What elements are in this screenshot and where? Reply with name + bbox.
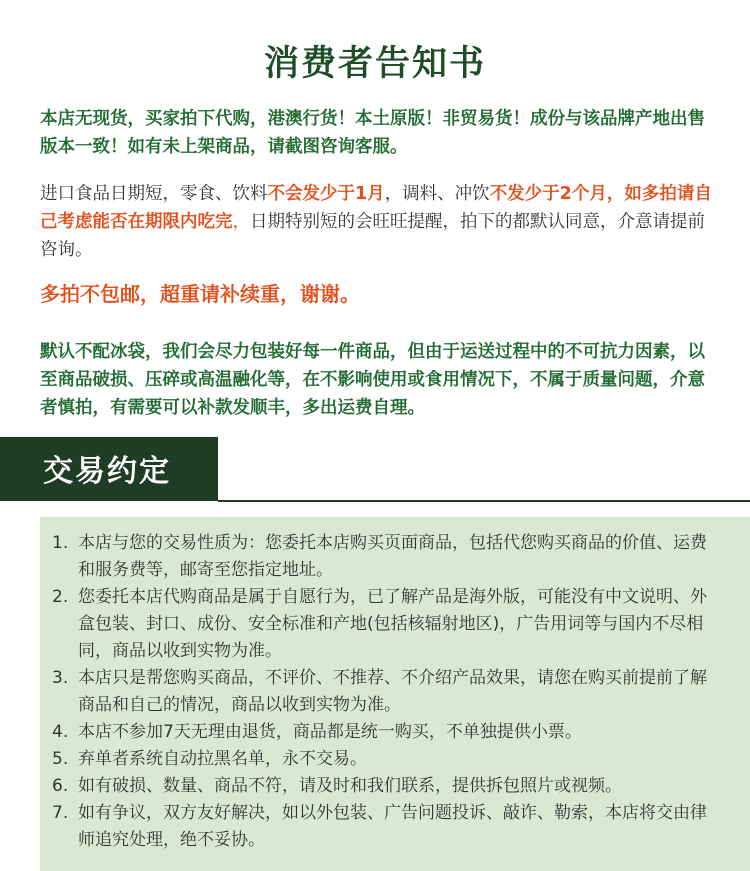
rule-item (52, 584, 722, 665)
rule-text: 本店与您的交易性质为：您委托本店购买页面商品，包括代您购买商品的价值、运费和服务费等，邮寄至您指定地址。 (78, 533, 707, 580)
rule-text: 本店不参加7天无理由退货，商品都是统一购买，不单独提供小票。 (78, 722, 582, 742)
rules-list (52, 530, 722, 854)
notice-expiry-highlight-1: 不会发少于1月 (267, 184, 385, 204)
page-title: 消费者告知书 (263, 44, 486, 84)
rule-number: 1. (52, 533, 69, 553)
rule-number: 7. (52, 803, 69, 823)
notice-expiry-text-g: 日期特别短的会旺旺提醒，拍下的都默认同意，介意请提前咨询。 (40, 212, 705, 260)
notice-packaging: 默认不配冰袋，我们会尽力包装好每一件商品，但由于运送过程中的不可抗力因素，以至商品破损、压碎或高温融化等，在不影响使用或食用情况下，不属于质量问题，介意者慎拍，有需要可以补款发顺丰，多出运费自理。 (40, 342, 705, 418)
rule-item (52, 773, 722, 800)
notice-expiry-highlight-3: ，如多拍请自己考虑能否在期限内吃完 (40, 184, 712, 232)
notice-expiry-highlight-2: 不发少于2个月 (489, 184, 607, 204)
rule-text: 如有争议，双方友好解决，如以外包装、广告问题投诉、敲诈、勒索，本店将交由律师追究处理，绝不妥协。 (78, 803, 707, 850)
rule-number: 3. (52, 668, 69, 688)
rule-item (52, 665, 722, 719)
rule-number: 2. (52, 587, 69, 607)
rule-text: 如有破损、数量、商品不符，请及时和我们联系，提供拆包照片或视频。 (78, 776, 622, 796)
notice-expiry (40, 180, 720, 264)
notice-shipping: 多拍不包邮，超重请补续重，谢谢。 (40, 282, 360, 306)
notice-expiry-comma: ， (232, 212, 250, 232)
rule-number: 4. (52, 722, 69, 742)
rule-number: 6. (52, 776, 69, 796)
rule-text: 弃单者系统自动拉黑名单，永不交易。 (78, 749, 367, 769)
rule-item (52, 719, 722, 746)
section-divider (218, 500, 750, 502)
notice-expiry-text-c: ，调料、冲饮 (384, 184, 490, 204)
rule-number: 5. (52, 749, 69, 769)
rule-item (52, 800, 722, 854)
rule-item (52, 530, 722, 584)
notice-stock: 本店无现货，买家拍下代购，港澳行货！本土原版！非贸易货！成份与该品牌产地出售版本一致！如有未上架商品，请截图咨询客服。 (40, 109, 705, 157)
rule-text: 本店只是帮您购买商品，不评价、不推荐、不介绍产品效果，请您在购买前提前了解商品和自己的情况，商品以收到实物为准。 (78, 668, 707, 715)
rule-item (52, 746, 722, 773)
section-title: 交易约定 (43, 454, 171, 489)
rule-text: 您委托本店代购商品是属于自愿行为，已了解产品是海外版，可能没有中文说明、外盒包装、封口、成份、安全标准和产地(包括核辐射地区)，广告用词等与国内不尽相同，商品以收到实物为准。 (78, 587, 707, 661)
notice-expiry-text-a: 进口食品日期短，零食、饮料 (40, 184, 268, 204)
